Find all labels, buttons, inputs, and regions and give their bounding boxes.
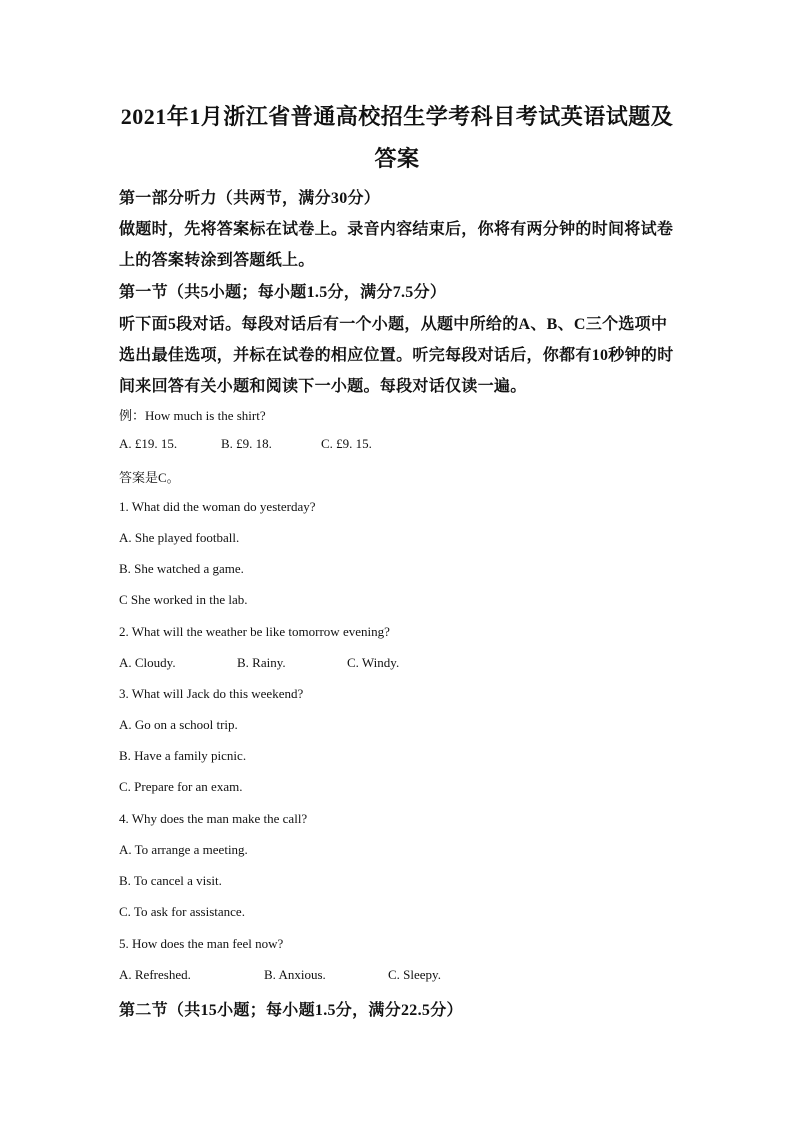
- question-3-option-c: C. Prepare for an exam.: [119, 779, 243, 794]
- option-a: A. Cloudy.: [119, 655, 176, 670]
- part1-heading: 第一部分听力（共两节，满分30分）: [119, 190, 381, 207]
- question-1-option-c: C She worked in the lab.: [119, 592, 248, 607]
- option-c: C. Sleepy.: [388, 967, 441, 982]
- question-1-option-b: B. She watched a game.: [119, 561, 244, 576]
- question-1: 1. What did the woman do yesterday?: [119, 499, 316, 514]
- section1-instructions-line2: 选出最佳选项，并标在试卷的相应位置。听完每段对话后，你都有10秒钟的时: [119, 347, 674, 364]
- section2-heading: 第二节（共15小题；每小题1.5分，满分22.5分）: [119, 1002, 463, 1019]
- example-answer: 答案是C。: [119, 470, 180, 485]
- option-b: B. Rainy.: [237, 655, 286, 670]
- example-question: 例：How much is the shirt?: [119, 408, 266, 423]
- option-a: A. Refreshed.: [119, 967, 191, 982]
- instructions-line2: 上的答案转涂到答题纸上。: [119, 252, 315, 269]
- section1-heading: 第一节（共5小题；每小题1.5分，满分7.5分）: [119, 284, 447, 301]
- question-4-option-b: B. To cancel a visit.: [119, 873, 222, 888]
- section1-instructions-line3: 间来回答有关小题和阅读下一小题。每段对话仅读一遍。: [119, 378, 527, 395]
- option-a: A. £19. 15.: [119, 436, 178, 451]
- question-5: 5. How does the man feel now?: [119, 936, 284, 951]
- option-c: C. £9. 15.: [321, 436, 372, 451]
- question-3: 3. What will Jack do this weekend?: [119, 686, 304, 701]
- question-4-option-a: A. To arrange a meeting.: [119, 842, 248, 857]
- doc-title-line2: 答案: [374, 146, 420, 171]
- question-3-option-b: B. Have a family picnic.: [119, 748, 247, 763]
- question-2: 2. What will the weather be like tomorrow evening?: [119, 624, 390, 639]
- section1-instructions-line1: 听下面5段对话。每段对话后有一个小题，从题中所给的A、B、C三个选项中: [119, 316, 668, 333]
- option-c: C. Windy.: [347, 655, 400, 670]
- example-options: [119, 436, 372, 452]
- question-2-options: [119, 655, 399, 671]
- option-b: B. Anxious.: [264, 967, 326, 982]
- question-5-options: [119, 967, 441, 983]
- question-4: 4. Why does the man make the call?: [119, 811, 308, 826]
- question-4-option-c: C. To ask for assistance.: [119, 904, 245, 919]
- option-b: B. £9. 18.: [221, 436, 272, 451]
- instructions-line1: 做题时，先将答案标在试卷上。录音内容结束后，你将有两分钟的时间将试卷: [119, 221, 674, 238]
- question-3-option-a: A. Go on a school trip.: [119, 717, 238, 732]
- doc-title-line1: 2021年1月浙江省普通高校招生学考科目考试英语试题及: [120, 104, 674, 129]
- question-1-option-a: A. She played football.: [119, 530, 240, 545]
